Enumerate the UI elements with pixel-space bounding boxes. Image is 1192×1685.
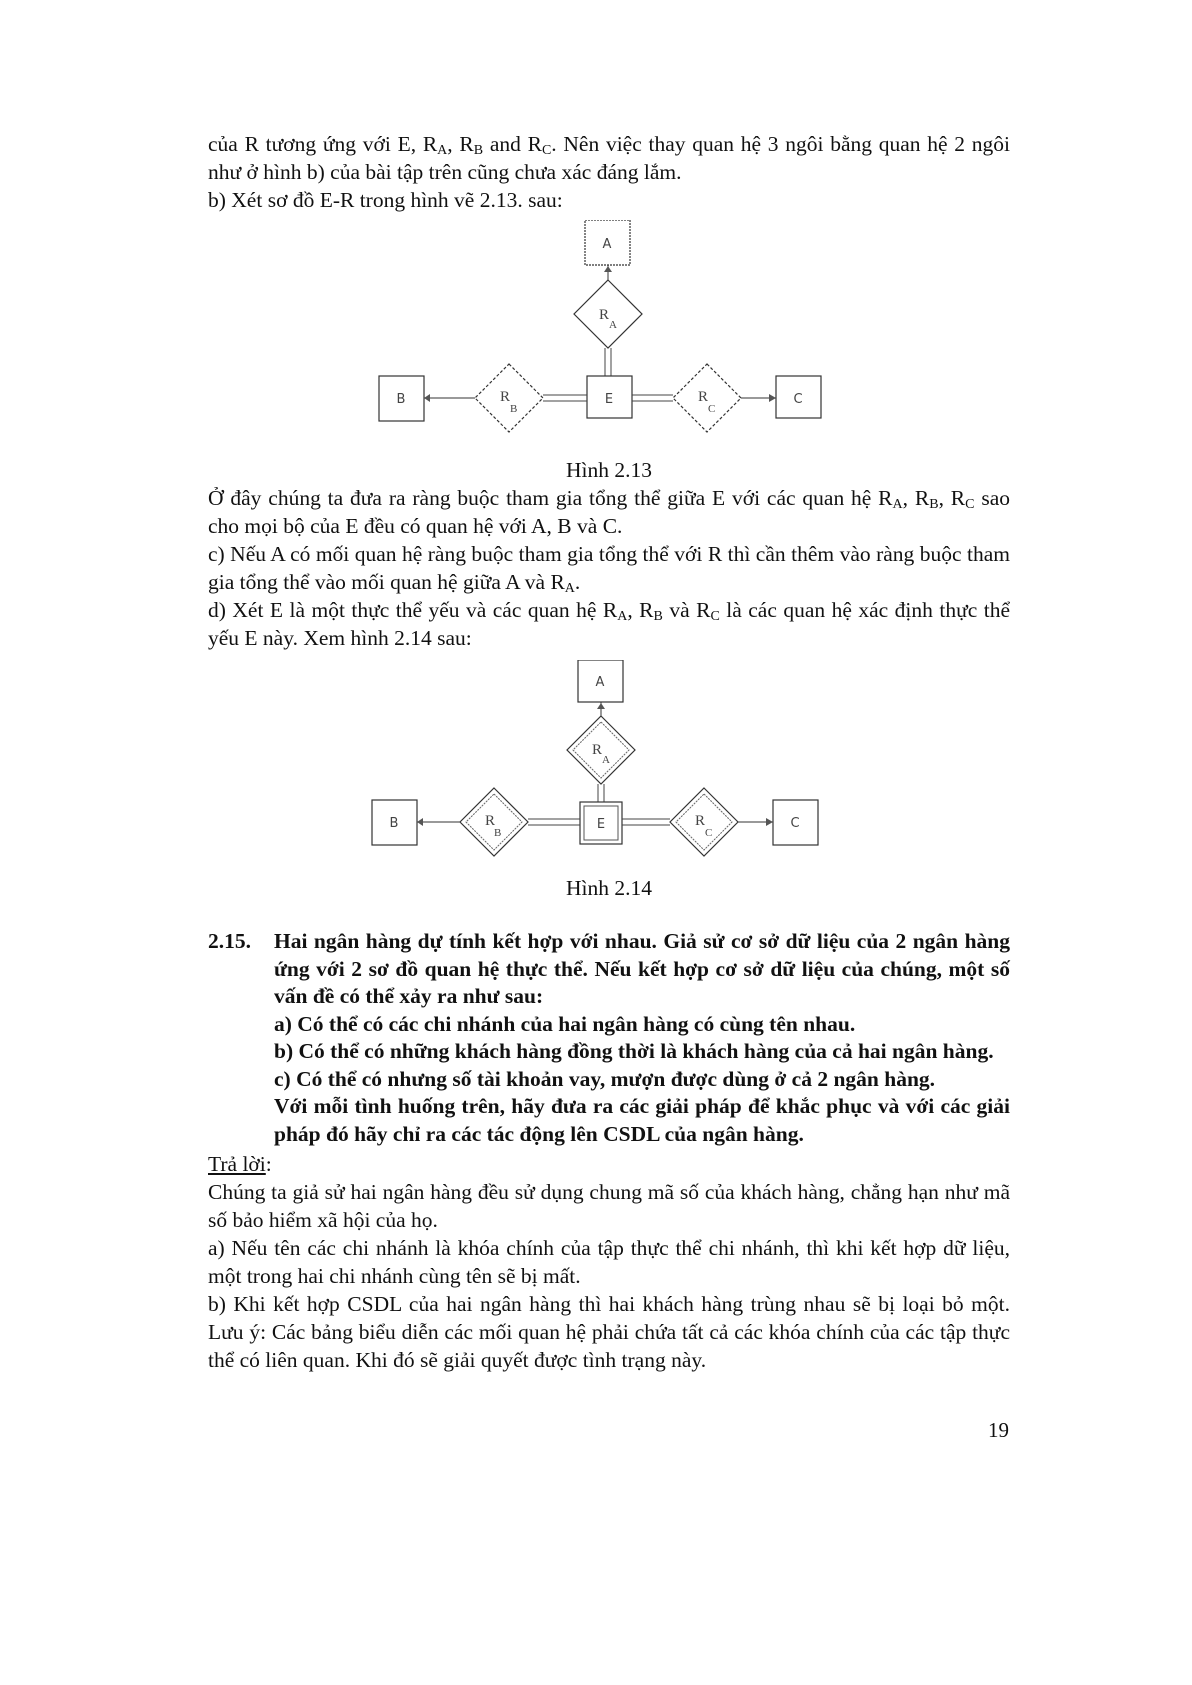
relationship-rc-label: R [695, 813, 706, 829]
relationship-ra-label: R [599, 307, 610, 323]
entity-e-label: E [604, 392, 614, 407]
page-content [208, 130, 1010, 1374]
answer-heading: Trả lời: [208, 1152, 272, 1176]
relationship-ra-label: R [592, 742, 603, 758]
figure-2-13 [208, 220, 1010, 452]
exercise-line: b) Có thể có những khách hàng đồng thời là khách hàng của cả hai ngân hàng. [274, 1039, 994, 1063]
entity-c-label: C [793, 392, 803, 407]
entity-a-label: A [595, 675, 605, 690]
er-diagram-2-13 [208, 220, 1010, 452]
exercise-line: Hai ngân hàng dự tính kết hợp với nhau. Giả sử cơ sở dữ liệu của 2 ngân hàng ứng với 2 sơ đồ quan hệ thực thể. Nếu kết hợp cơ sở dữ liệu của chúng, một số vấn đề có thể xảy ra như sau: [274, 929, 1010, 1008]
entity-b-label: B [396, 392, 406, 407]
figure-2-14-caption: Hình 2.14 [566, 876, 652, 900]
answer-paragraph: a) Nếu tên các chi nhánh là khóa chính của tập thực thể chi nhánh, thì khi kết hợp dữ liệu, một trong hai chi nhánh cùng tên sẽ bị mất. [208, 1236, 1010, 1288]
entity-b-label: B [389, 816, 399, 831]
relationship-ra-sub: A [609, 319, 617, 331]
entity-e-label: E [596, 817, 606, 832]
answer-label: Trả lời [208, 1152, 266, 1176]
paragraph-c: c) Nếu A có mối quan hệ ràng buộc tham gia tổng thể với R thì cần thêm vào ràng buộc tham gia tổng thể vào mối quan hệ giữa A và $R_A$. [208, 542, 1010, 596]
answer-paragraph: Chúng ta giả sử hai ngân hàng đều sử dụng chung mã số của khách hàng, chẳng hạn như mã số bảo hiểm xã hội của họ. [208, 1180, 1010, 1232]
entity-c-label: C [790, 816, 800, 831]
exercise-body [274, 928, 1010, 1148]
relationship-rb-label: R [485, 813, 496, 829]
relationship-rb-sub: B [494, 827, 502, 839]
relationship-rc-sub: C [705, 827, 713, 839]
relationship-rb-label: R [500, 389, 511, 405]
exercise-number: 2.15. [208, 929, 251, 953]
answer-paragraph: b) Khi kết hợp CSDL của hai ngân hàng thì hai khách hàng trùng nhau sẽ bị loại bỏ một. Lưu ý: Các bảng biểu diễn các mối quan hệ phải chứa tất cả các khóa chính của các tập thực thể có liên quan. Khi đó sẽ giải quyết được tình trạng này. [208, 1292, 1010, 1372]
relationship-rc-label: R [698, 389, 709, 405]
relationship-ra-sub: A [602, 754, 610, 766]
paragraph-figure-2-13-intro: b) Xét sơ đồ E-R trong hình vẽ 2.13. sau: [208, 188, 563, 212]
paragraph-total-participation: Ở đây chúng ta đưa ra ràng buộc tham gia tổng thể giữa E với các quan hệ $R_A$, $R_B$, $R_C$ sao cho mọi bộ của E đều có quan hệ với A, B và C. [208, 486, 1011, 538]
paragraph-rabc-intro: của R tương ứng với E, $R_A$, $R_B$ and $R_C$. Nên việc thay quan hệ 3 ngôi bằng quan hệ 2 ngôi như ở hình b) của bài tập trên cũng chưa xác đáng lắm. [208, 132, 1011, 184]
paragraph-d: d) Xét E là một thực thể yếu và các quan hệ $R_A$, $R_B$ và $R_C$ là các quan hệ xác định thực thể yếu E này. Xem hình 2.14 sau: [208, 598, 1010, 650]
exercise-line: a) Có thể có các chi nhánh của hai ngân hàng có cùng tên nhau. [274, 1011, 856, 1036]
relationship-rc-sub: C [708, 403, 716, 415]
relationship-rb-sub: B [510, 403, 518, 415]
figure-2-14 [208, 660, 1010, 872]
exercise-line: Với mỗi tình huống trên, hãy đưa ra các giải pháp để khắc phục và với các giải pháp đó hãy chỉ ra các tác động lên CSDL của ngân hàng. [274, 1094, 1010, 1146]
er-diagram-2-14 [208, 660, 1010, 872]
exercise-2-15 [208, 928, 1010, 1148]
page-number: 19 [988, 1418, 1009, 1442]
entity-a-label: A [602, 237, 612, 252]
exercise-line: c) Có thể có nhưng số tài khoản vay, mượn được dùng ở cả 2 ngân hàng. [274, 1066, 936, 1091]
figure-2-13-caption: Hình 2.13 [566, 458, 652, 482]
